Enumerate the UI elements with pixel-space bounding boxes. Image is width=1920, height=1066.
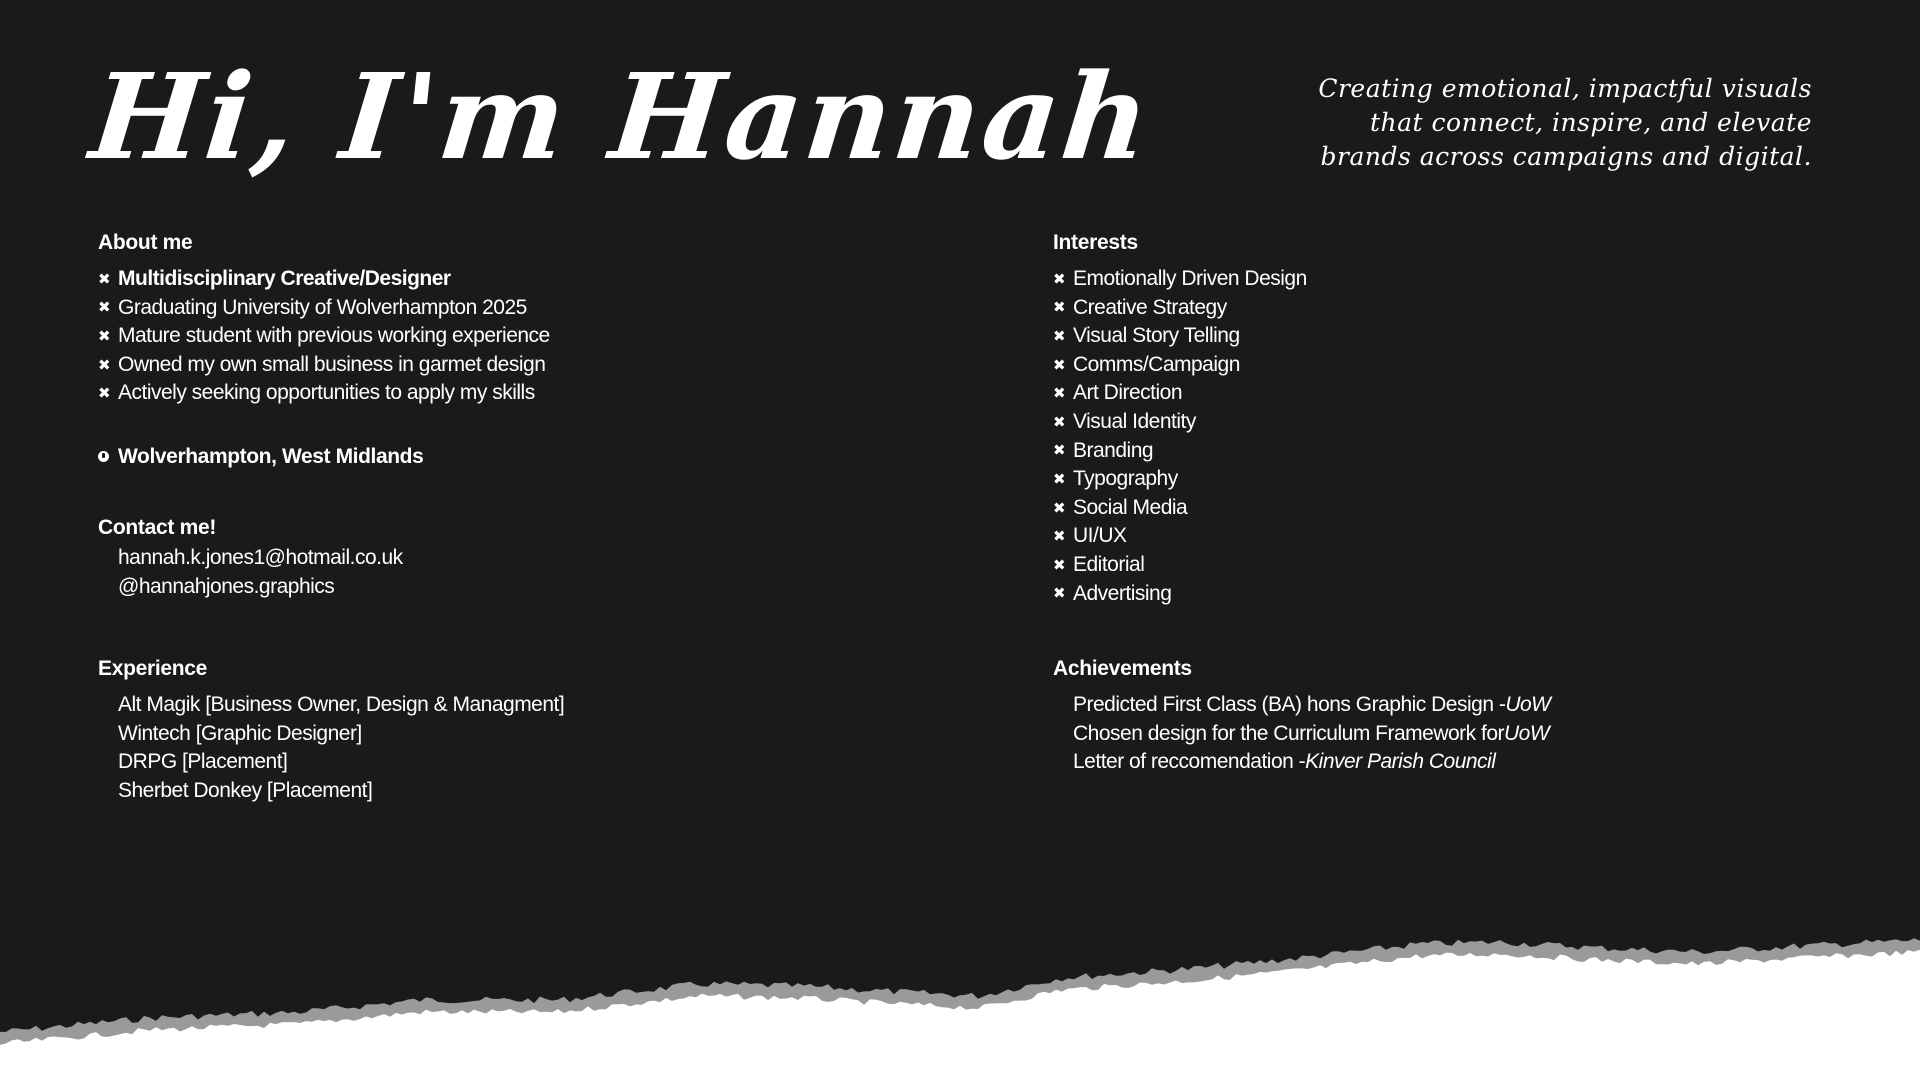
list-item	[1053, 522, 1307, 551]
tagline	[1192, 72, 1812, 174]
list-item	[1053, 720, 1551, 749]
contact-heading: Contact me!	[98, 516, 217, 539]
list-item	[1053, 351, 1307, 380]
list-item-text: Emotionally Driven Design	[1073, 267, 1307, 290]
location	[98, 445, 550, 469]
list-item-text: Actively seeking opportunities to apply my skills	[118, 381, 535, 405]
list-item-text: Advertising	[1073, 581, 1172, 605]
cross-bullet-icon: ✖	[98, 385, 111, 403]
cross-bullet-icon: ✖	[1053, 327, 1066, 345]
cross-bullet-icon: ✖	[1053, 299, 1066, 317]
interests-heading: Interests	[1053, 231, 1138, 254]
list-item-text: UI/UX	[1073, 524, 1127, 548]
experience-section	[98, 656, 564, 805]
list-item	[1053, 748, 1551, 777]
cross-bullet-icon: ✖	[1053, 470, 1066, 488]
list-item	[98, 322, 550, 351]
location-text: Wolverhampton, West Midlands	[118, 444, 424, 468]
list-item: Wintech [Graphic Designer]	[118, 721, 362, 745]
list-item	[98, 351, 550, 380]
contact-section	[98, 515, 403, 601]
list-item	[98, 379, 550, 408]
list-item	[1053, 465, 1307, 494]
list-item-text: Mature student with previous working experience	[118, 324, 550, 348]
list-item-text: Owned my own small business in garmet design	[118, 352, 546, 376]
cross-bullet-icon: ✖	[1053, 385, 1066, 403]
cross-bullet-icon: ✖	[98, 270, 111, 288]
list-item: DRPG [Placement]	[118, 750, 288, 774]
cross-bullet-icon: ✖	[98, 327, 111, 345]
about-heading: About me	[98, 231, 193, 254]
list-item-text: Comms/Campaign	[1073, 352, 1240, 376]
achievement-text: Predicted First Class (BA) hons Graphic Design -	[1073, 693, 1506, 716]
list-item	[1053, 265, 1307, 294]
list-item-text: Creative Strategy	[1073, 295, 1227, 319]
achievements-list	[1053, 691, 1551, 777]
tagline-line: that connect, inspire, and elevate	[1369, 108, 1812, 137]
email-link[interactable]: hannah.k.jones1@hotmail.co.uk	[118, 546, 403, 569]
list-item	[1053, 580, 1307, 609]
list-item-text: Art Direction	[1073, 381, 1183, 405]
achievements-section	[1053, 656, 1551, 777]
list-item: Sherbet Donkey [Placement]	[118, 778, 373, 802]
social-handle[interactable]: @hannahjones.graphics	[118, 574, 335, 598]
map-pin-icon	[98, 451, 109, 462]
list-item	[1053, 322, 1307, 351]
achievement-source: Kinver Parish Council	[1305, 750, 1496, 774]
torn-paper	[0, 950, 1920, 1066]
list-item: Alt Magik [Business Owner, Design & Managment]	[118, 693, 565, 716]
list-item-text: Visual Story Telling	[1073, 324, 1240, 348]
achievement-text: Letter of reccomendation -	[1073, 750, 1306, 774]
achievement-source: UoW	[1504, 721, 1550, 745]
list-item	[1053, 408, 1307, 437]
cross-bullet-icon: ✖	[1053, 499, 1066, 517]
contact-list	[98, 544, 403, 601]
cross-bullet-icon: ✖	[1053, 585, 1066, 603]
about-list	[98, 265, 550, 408]
list-item	[1053, 437, 1307, 466]
list-item	[98, 294, 550, 323]
list-item-text: Multidisciplinary Creative/Designer	[118, 267, 451, 290]
cross-bullet-icon: ✖	[1053, 528, 1066, 546]
list-item	[1053, 691, 1551, 720]
achievement-source: UoW	[1505, 693, 1551, 716]
list-item	[1053, 551, 1307, 580]
cross-bullet-icon: ✖	[98, 356, 111, 374]
achievements-heading: Achievements	[1053, 657, 1192, 680]
cross-bullet-icon: ✖	[1053, 270, 1066, 288]
list-item	[1053, 494, 1307, 523]
cross-bullet-icon: ✖	[1053, 413, 1066, 431]
cross-bullet-icon: ✖	[1053, 356, 1066, 374]
list-item-text: Branding	[1073, 438, 1154, 462]
torn-paper-edge	[0, 926, 1920, 1066]
cross-bullet-icon: ✖	[1053, 556, 1066, 574]
achievement-text: Chosen design for the Curriculum Framework for	[1073, 721, 1505, 745]
experience-list	[98, 691, 564, 805]
list-item-text: Social Media	[1073, 495, 1188, 519]
list-item	[1053, 294, 1307, 323]
tagline-line: Creating emotional, impactful visuals	[1318, 74, 1812, 103]
experience-heading: Experience	[98, 657, 208, 680]
list-item	[1053, 379, 1307, 408]
cross-bullet-icon: ✖	[98, 299, 111, 317]
list-item-text: Graduating University of Wolverhampton 2025	[118, 295, 527, 319]
interests-list	[1053, 265, 1307, 608]
list-item-text: Visual Identity	[1073, 409, 1196, 433]
tagline-line: brands across campaigns and digital.	[1320, 142, 1812, 171]
about-section	[98, 230, 550, 469]
cross-bullet-icon: ✖	[1053, 442, 1066, 460]
list-item-text: Editorial	[1073, 552, 1145, 576]
list-item-text: Typography	[1073, 467, 1178, 491]
hero-title: Hi, I'm Hannah	[84, 47, 1159, 186]
list-item	[98, 265, 550, 294]
interests-section	[1053, 230, 1307, 608]
